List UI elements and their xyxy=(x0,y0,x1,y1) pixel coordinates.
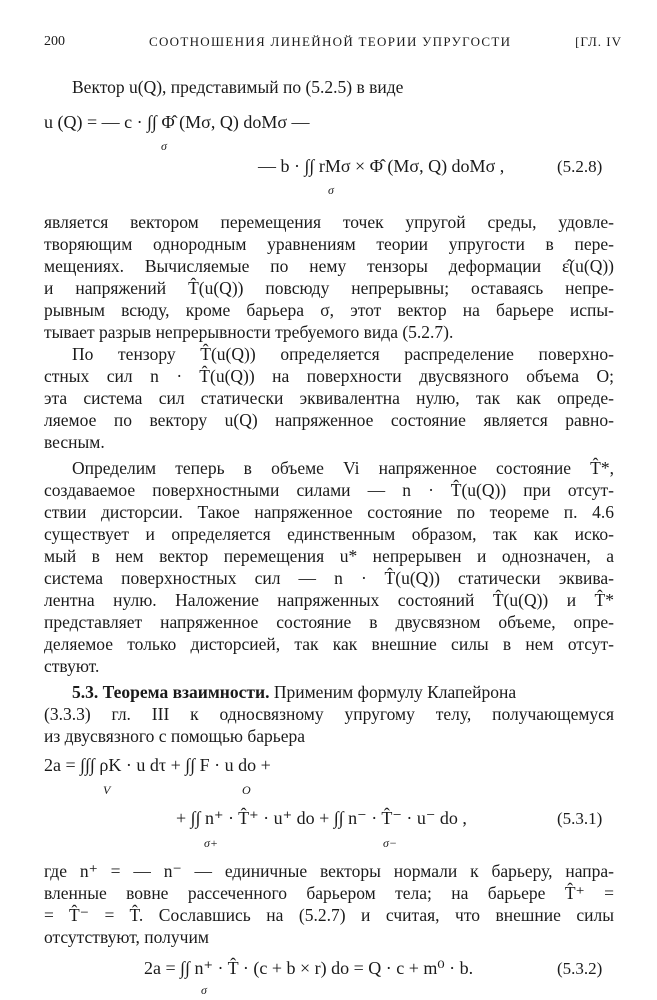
equation-number: (5.3.1) xyxy=(557,809,603,828)
paragraph-line: весным. xyxy=(44,432,105,452)
equation-number: (5.2.8) xyxy=(557,157,603,176)
paragraph-line: отсутствуют, получим xyxy=(44,927,209,947)
integral-domain-label: σ xyxy=(328,183,334,197)
section-first-line xyxy=(72,681,614,703)
intro-line: Вектор u(Q), представимый по (5.2.5) в виде xyxy=(72,77,404,97)
paragraph-line: ствии дисторсии. Такое напряженное состояние по теореме п. 4.6 xyxy=(44,502,614,522)
equation-number: (5.3.2) xyxy=(557,959,603,978)
equation-5-3-2: 2a = ∫∫ n⁺ · T̂ · (c + b × r) do = Q · c + m⁰ · b. xyxy=(144,958,474,978)
integral-domain-label: V xyxy=(103,783,111,797)
paragraph-line: существует и определяется единственным образом, так как иско- xyxy=(44,524,614,544)
paragraph-line: ляемое по вектору u(Q) напряженное состояние является равно- xyxy=(44,410,614,430)
equation-5-3-1-line1: 2a = ∫∫∫ ρK · u dτ + ∫∫ F · u do + xyxy=(44,755,271,775)
paragraph-line: рывным всюду, кроме барьера σ, этот вектор на барьере испы- xyxy=(44,300,614,320)
paragraph-line: эта система сил статически эквивалентна нулю, так как опреде- xyxy=(44,388,614,408)
chapter-label: [ГЛ. IV xyxy=(575,34,622,49)
paragraph-line: творяющим однородным уравнениям теории упругости в пере- xyxy=(44,234,614,254)
paragraph-line: стных сил n · T̂(u(Q)) на поверхности двусвязного объема O; xyxy=(44,366,614,386)
paragraph-line: Определим теперь в объеме Vi напряженное состояние T̂*, xyxy=(72,458,614,478)
paragraph-line: = T̂⁻ = T̂. Сославшись на (5.2.7) и считая, что внешние силы xyxy=(44,905,614,925)
integral-domain-label: σ xyxy=(201,983,207,997)
paragraph-line: лентна нулю. Наложение напряженных состояний T̂(u(Q)) и T̂* xyxy=(44,590,614,610)
equation-5-2-8-line2: — b · ∫∫ rMσ × Φ̂ (Mσ, Q) doMσ , xyxy=(258,156,505,176)
paragraph-line: представляет напряженное состояние в двусвязном объеме, опре- xyxy=(44,612,614,632)
paragraph-line: мещениях. Вычисляемые по нему тензоры деформации ε̂(u(Q)) xyxy=(44,256,614,276)
equation-5-2-8-line1: u (Q) = — c · ∫∫ Φ̂ (Mσ, Q) doMσ — xyxy=(44,112,310,132)
paragraph-line: из двусвязного с помощью барьера xyxy=(44,726,306,746)
paragraph-line: Применим формулу Клапейрона xyxy=(273,682,517,702)
paragraph-line: является вектором перемещения точек упругой среды, удовле- xyxy=(44,212,614,232)
running-title: СООТНОШЕНИЯ ЛИНЕЙНОЙ ТЕОРИИ УПРУГОСТИ xyxy=(149,34,512,49)
integral-domain-label: σ xyxy=(161,139,167,153)
paragraph-line: тывает разрыв непрерывности требуемого вида (5.2.7). xyxy=(44,322,454,342)
paragraph-line: создаваемое поверхностными силами — n · T̂(u(Q)) при отсут- xyxy=(44,480,614,500)
paragraph-line: и напряжений T̂(u(Q)) повсюду непрерывны; оставаясь непре- xyxy=(44,278,614,298)
page-number: 200 xyxy=(44,34,65,49)
integral-domain-label: σ− xyxy=(383,836,398,850)
paragraph-line: ствуют. xyxy=(44,656,100,676)
paragraph-line: По тензору T̂(u(Q)) определяется распределение поверхно- xyxy=(72,344,614,364)
paragraph-line: деляемое только дисторсией, так как внешние силы в нем отсут- xyxy=(44,634,614,654)
section-heading: 5.3. Теорема взаимности. xyxy=(72,682,270,702)
running-header xyxy=(44,34,622,56)
paragraph-line: вленные вовне рассеченного барьером тела; на барьере T̂⁺ = xyxy=(44,883,614,903)
paragraph-line: где n⁺ = — n⁻ — единичные векторы нормали к барьеру, напра- xyxy=(44,861,614,881)
paragraph-line: система поверхностных сил — n · T̂(u(Q)) статически эквива- xyxy=(44,568,614,588)
equation-5-3-1-line2: + ∫∫ n⁺ · T̂⁺ · u⁺ do + ∫∫ n⁻ · T̂⁻ · u⁻ do , xyxy=(176,808,467,828)
integral-domain-label: σ+ xyxy=(204,836,219,850)
paragraph-line: мый в нем вектор перемещения u* непрерывен и однозначен, а xyxy=(44,546,614,566)
integral-domain-label: O xyxy=(242,783,251,797)
paragraph-line: (3.3.3) гл. III к односвязному упругому телу, получающемуся xyxy=(44,704,614,724)
